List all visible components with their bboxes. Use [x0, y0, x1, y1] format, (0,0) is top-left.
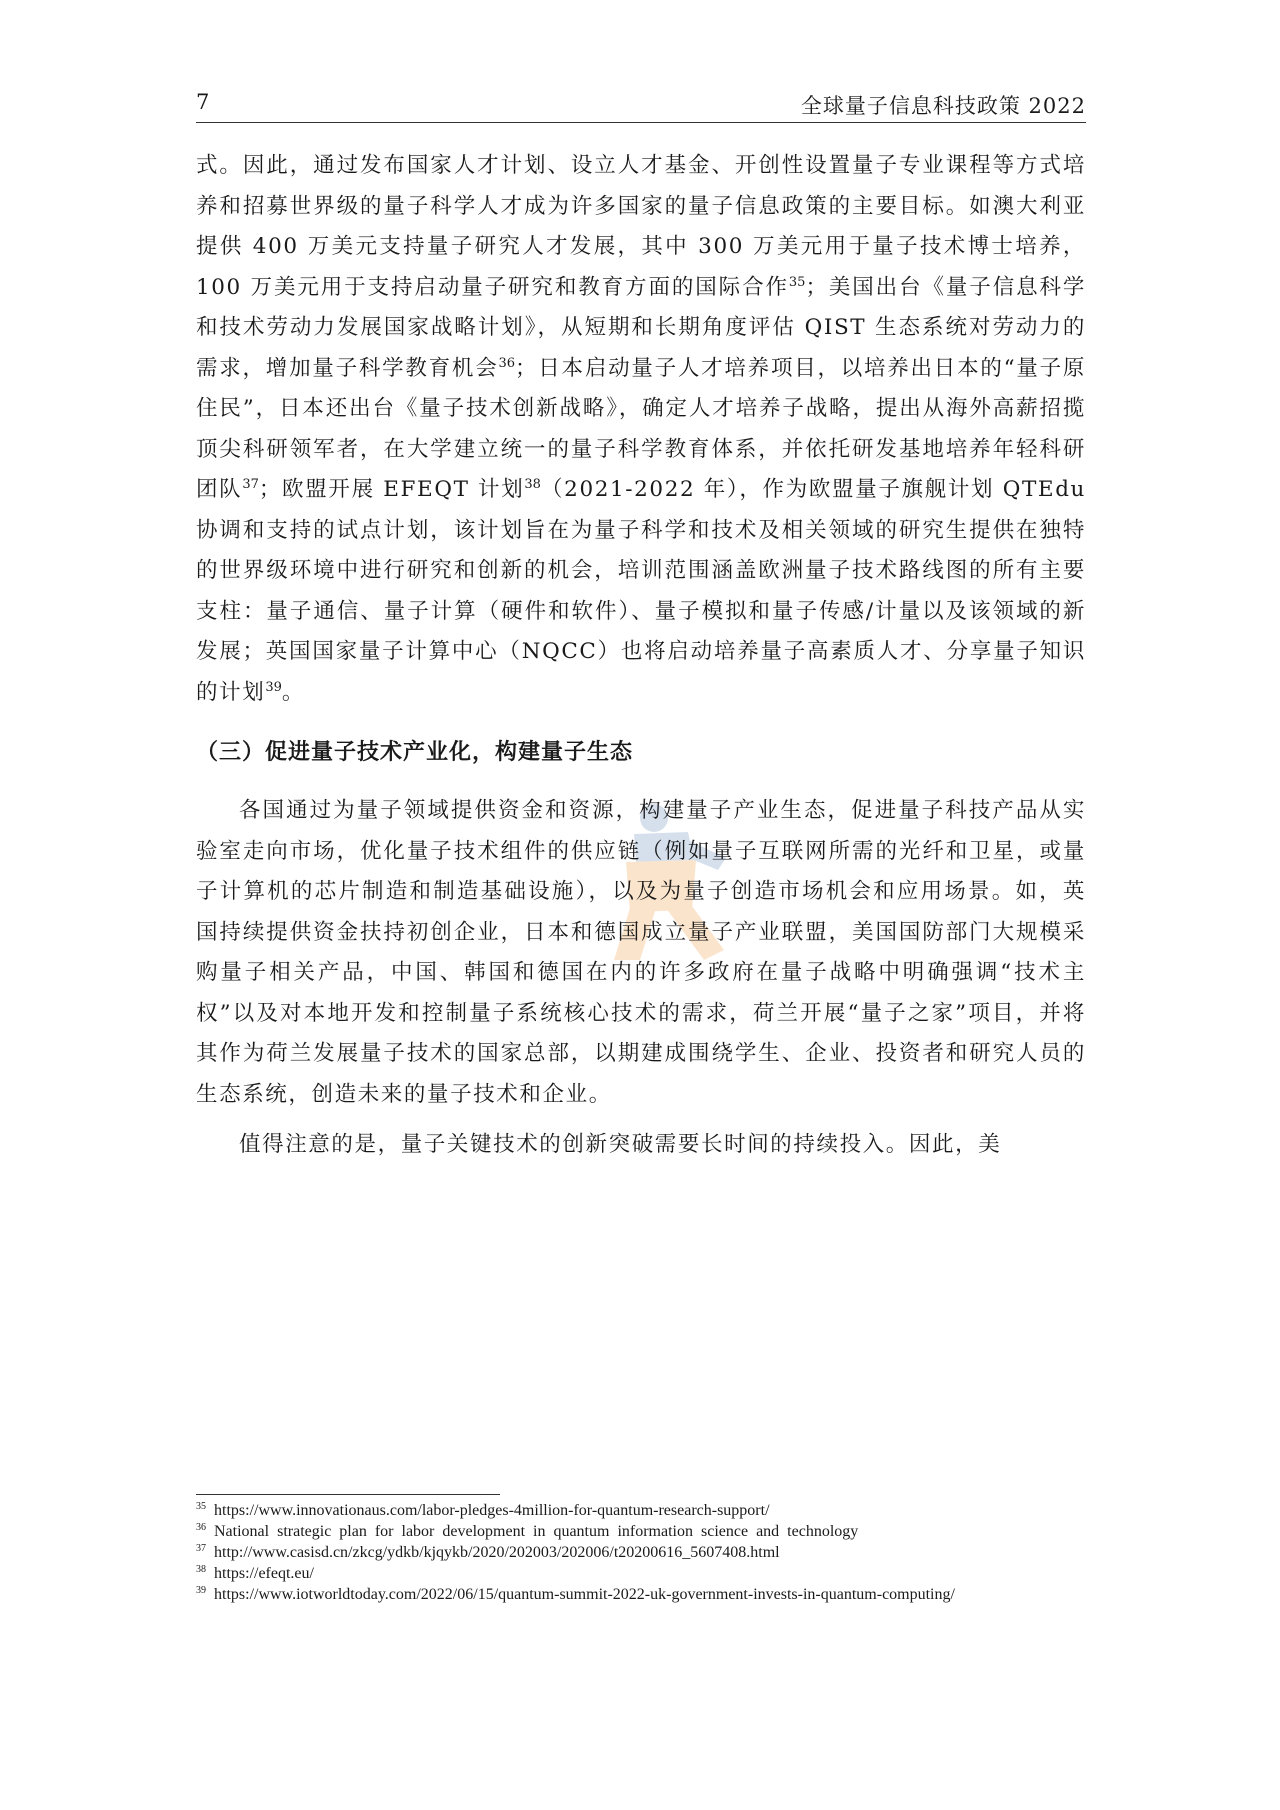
- footnote-ref[interactable]: 37: [242, 476, 259, 492]
- footnote: [196, 1563, 1086, 1584]
- body-text: [196, 146, 1086, 1166]
- text-run: ；日本启动量子人才培养项目，以培养出日本的“量子原住民”，日本还出台《量子技术创新战略》，确定人才培养子战略，提出从海外高薪招揽顶尖科研领军者，在大学建立统一的量子科学教育体系，并依托研发基地培养年轻科研团队: [196, 355, 1086, 502]
- footnote-number: 36: [196, 1521, 206, 1533]
- text-run: ；欧盟开展 EFEQT 计划: [258, 477, 525, 502]
- page-number: 7: [196, 90, 210, 114]
- paragraph-industry: 各国通过为量子领域提供资金和资源，构建量子产业生态，促进量子科技产品从实验室走向市场，优化量子技术组件的供应链（例如量子互联网所需的光纤和卫星，或量子计算机的芯片制造和制造基础设施），以及为量子创造市场机会和应用场景。如，英国持续提供资金扶持初创企业，日本和德国成立量子产业联盟，美国国防部门大规模采购量子相关产品，中国、韩国和德国在内的许多政府在量子战略中明确强调“技术主权”以及对本地开发和控制量子系统核心技术的需求，荷兰开展“量子之家”项目，并将其作为荷兰发展量子技术的国家总部，以期建成围绕学生、企业、投资者和研究人员的生态系统，创造未来的量子技术和企业。: [196, 798, 1086, 1107]
- text-run: ；美国出台《量子信息科学和技术劳动力发展国家战略计划》，从短期和长期角度评估 QIST 生态系统对劳动力的需求，增加量子科学教育机会: [196, 274, 1087, 381]
- footnote-divider: [196, 1494, 500, 1495]
- footnote-link[interactable]: https://efeqt.eu/: [214, 1565, 314, 1582]
- footnote-ref[interactable]: 36: [498, 355, 516, 371]
- footnote: [196, 1500, 1086, 1521]
- footnotes: [196, 1500, 1086, 1605]
- page-header: [196, 88, 1086, 123]
- footnote-ref[interactable]: 38: [524, 476, 541, 492]
- paragraph-continued: 值得注意的是，量子关键技术的创新突破需要长时间的持续投入。因此，美: [239, 1132, 1002, 1157]
- footnote-link[interactable]: https://www.innovationaus.com/labor-pledges-4million-for-quantum-research-support/: [214, 1502, 770, 1519]
- footnote-number: 37: [196, 1542, 206, 1554]
- footnote: [196, 1584, 1086, 1605]
- footnote-link[interactable]: http://www.casisd.cn/zkcg/ydkb/kjqykb/2020/202003/202006/t20200616_5607408.html: [214, 1544, 780, 1561]
- footnote: [196, 1542, 1086, 1563]
- footnote-link[interactable]: https://www.iotworldtoday.com/2022/06/15/quantum-summit-2022-uk-government-invests-in-quantum-computing/: [214, 1586, 955, 1603]
- text-run: 式。因此，通过发布国家人才计划、设立人才基金、开创性设置量子专业课程等方式培养和招募世界级的量子科学人才成为许多国家的量子信息政策的主要目标。如澳大利亚提供 400 万美元支持量子研究人才发展，其中 300 万美元用于量子技术博士培养，100 万美元用于支持启动量子研究和教育方面的国际合作: [196, 153, 1086, 300]
- footnote-number: 39: [196, 1584, 206, 1596]
- text-run: 。: [281, 679, 305, 705]
- footnote-ref[interactable]: 39: [265, 679, 282, 695]
- footnote-number: 35: [196, 1500, 206, 1512]
- section-heading: （三）促进量子技术产业化，构建量子生态: [196, 740, 634, 765]
- running-title: 全球量子信息科技政策 2022: [800, 94, 1086, 118]
- footnote-number: 38: [196, 1563, 206, 1575]
- footnote-ref[interactable]: 35: [788, 274, 806, 290]
- paragraph-talent: [196, 146, 1086, 713]
- footnote: [196, 1521, 1086, 1542]
- footnote-text: National strategic plan for labor development in quantum information science and technology: [214, 1523, 859, 1540]
- text-run: （2021-2022 年），作为欧盟量子旗舰计划 QTEdu 协调和支持的试点计划，该计划旨在为量子科学和技术及相关领域的研究生提供在独特的世界级环境中进行研究和创新的机会，培训范围涵盖欧洲量子技术路线图的所有主要支柱：量子通信、量子计算（硬件和软件）、量子模拟和量子传感/计量以及该领域的新发展；英国国家量子计算中心（NQCC）也将启动培养量子高素质人才、分享量子知识的计划: [196, 477, 1087, 705]
